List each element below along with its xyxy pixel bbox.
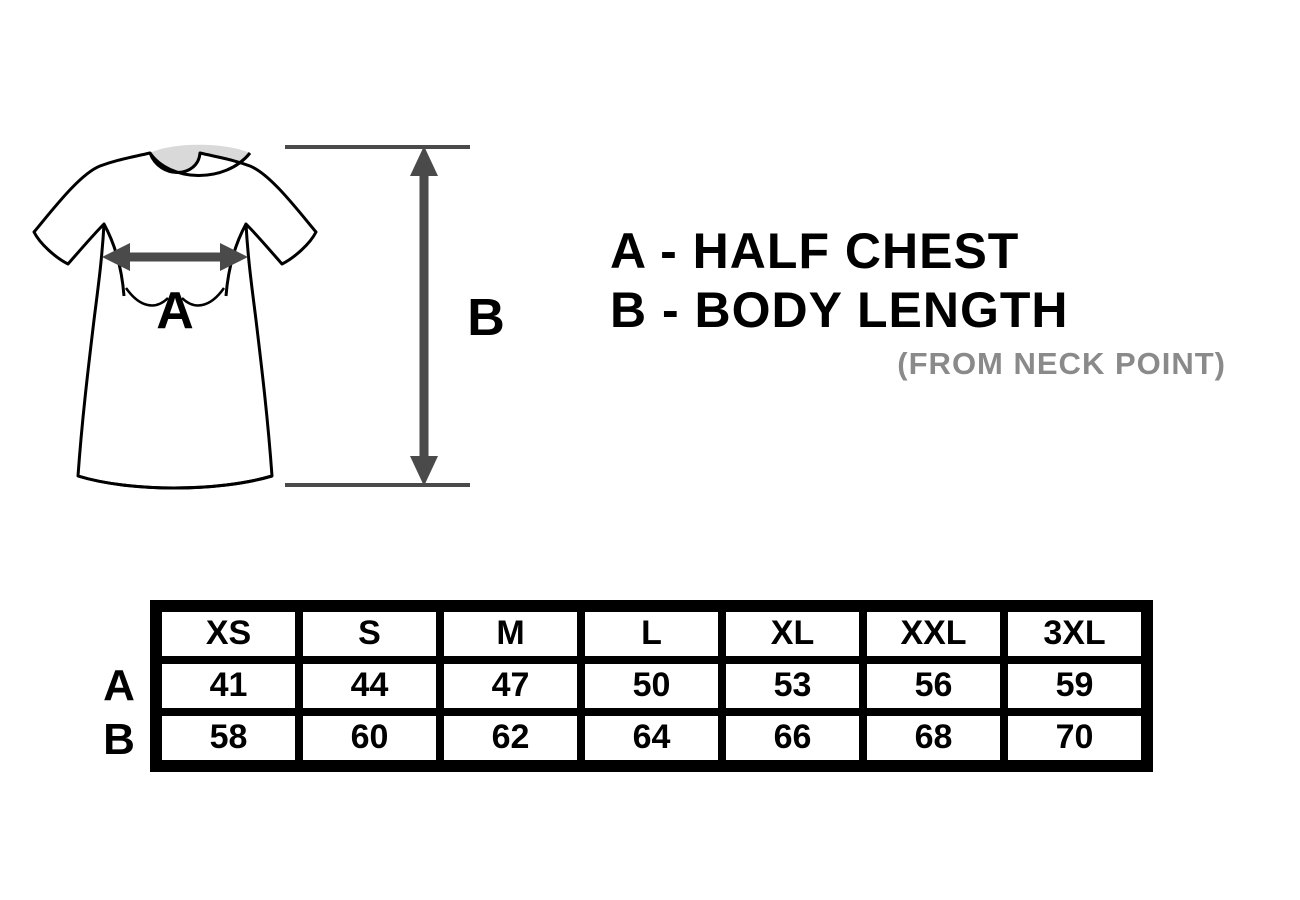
table-row-b	[158, 712, 1145, 764]
header-cell-m: M	[440, 608, 581, 660]
cell-b-3xl: 70	[1004, 712, 1145, 764]
cell-a-m: 47	[440, 660, 581, 712]
legend-line-body-length: B - BODY LENGTH	[610, 282, 1069, 338]
header-cell-s: S	[299, 608, 440, 660]
cell-b-xl: 66	[722, 712, 863, 764]
size-table	[150, 600, 1153, 772]
tshirt-svg	[20, 120, 520, 540]
cell-b-s: 60	[299, 712, 440, 764]
legend-note-from-neck-point: (FROM NECK POINT)	[897, 346, 1226, 381]
cell-a-xs: 41	[158, 660, 299, 712]
header-cell-xs: XS	[158, 608, 299, 660]
cell-a-xl: 53	[722, 660, 863, 712]
cell-a-3xl: 59	[1004, 660, 1145, 712]
size-table-container	[88, 600, 1168, 790]
row-label-b: B	[103, 715, 135, 764]
cell-b-l: 64	[581, 712, 722, 764]
tshirt-illustration	[20, 120, 520, 540]
measure-b-arrow	[285, 146, 470, 486]
cell-a-s: 44	[299, 660, 440, 712]
header-cell-xl: XL	[722, 608, 863, 660]
cell-a-l: 50	[581, 660, 722, 712]
table-row-header	[158, 608, 1145, 660]
row-label-a: A	[103, 661, 135, 710]
cell-b-xs: 58	[158, 712, 299, 764]
measure-a-label: A	[156, 282, 194, 340]
header-cell-xxl: XXL	[863, 608, 1004, 660]
header-cell-l: L	[581, 608, 722, 660]
measure-b-label: B	[467, 289, 505, 347]
cell-b-m: 62	[440, 712, 581, 764]
header-cell-3xl: 3XL	[1004, 608, 1145, 660]
row-label-column	[88, 600, 150, 790]
legend-line-half-chest: A - HALF CHEST	[610, 223, 1020, 279]
table-row-a	[158, 660, 1145, 712]
legend	[610, 222, 1230, 383]
cell-a-xxl: 56	[863, 660, 1004, 712]
cell-b-xxl: 68	[863, 712, 1004, 764]
